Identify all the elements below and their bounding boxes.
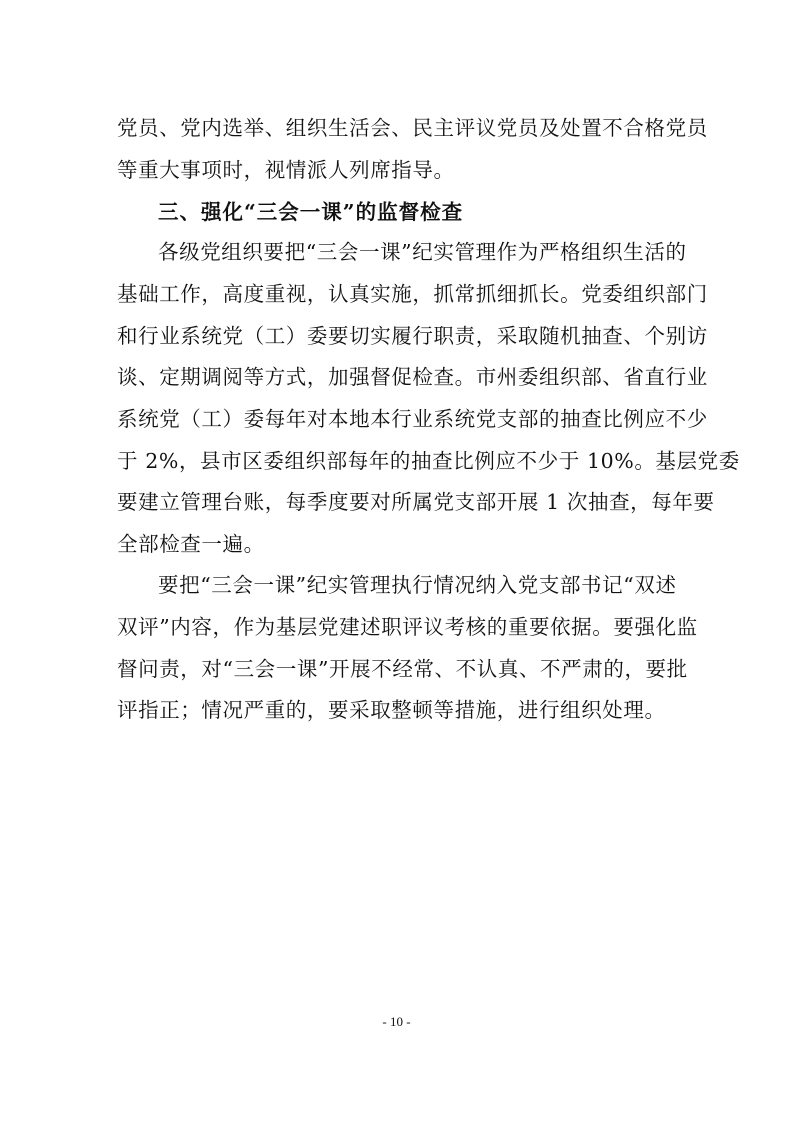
body-text-line: 督问责，对“三会一课”开展不经常、不认真、不严肃的，要批	[117, 657, 688, 681]
paragraph-start-line: 要把“三会一课”纪实管理执行情况纳入党支部书记“双述	[158, 573, 677, 597]
section-heading: 三、强化“三会一课”的监督检查	[158, 200, 464, 224]
body-text-line: 于 2%，县市区委组织部每年的抽查比例应不少于 10%。基层党委	[117, 449, 740, 473]
body-text-line: 谈、定期调阅等方式，加强督促检查。市州委组织部、省直行业	[117, 365, 708, 389]
body-text-line: 基础工作，高度重视，认真实施，抓常抓细抓长。党委组织部门	[117, 282, 708, 306]
body-text-line: 系统党（工）委每年对本地本行业系统党支部的抽查比例应不少	[117, 407, 708, 431]
body-text-line: 评指正；情况严重的，要采取整顿等措施，进行组织处理。	[117, 698, 666, 722]
paragraph-start-line: 各级党组织要把“三会一课”纪实管理作为严格组织生活的	[158, 240, 687, 264]
body-text-line: 双评”内容，作为基层党建述职评议考核的重要依据。要强化监	[117, 615, 698, 639]
body-text-line: 等重大事项时，视情派人列席指导。	[117, 158, 455, 182]
body-text-line: 全部检查一遍。	[117, 532, 265, 556]
body-text-line: 和行业系统党（工）委要切实履行职责，采取随机抽查、个别访	[117, 324, 708, 348]
body-text-line: 要建立管理台账，每季度要对所属党支部开展 1 次抽查，每年要	[117, 490, 715, 514]
body-text-line: 党员、党内选举、组织生活会、民主评议党员及处置不合格党员	[117, 116, 708, 140]
page-number: - 10 -	[382, 1014, 411, 1029]
